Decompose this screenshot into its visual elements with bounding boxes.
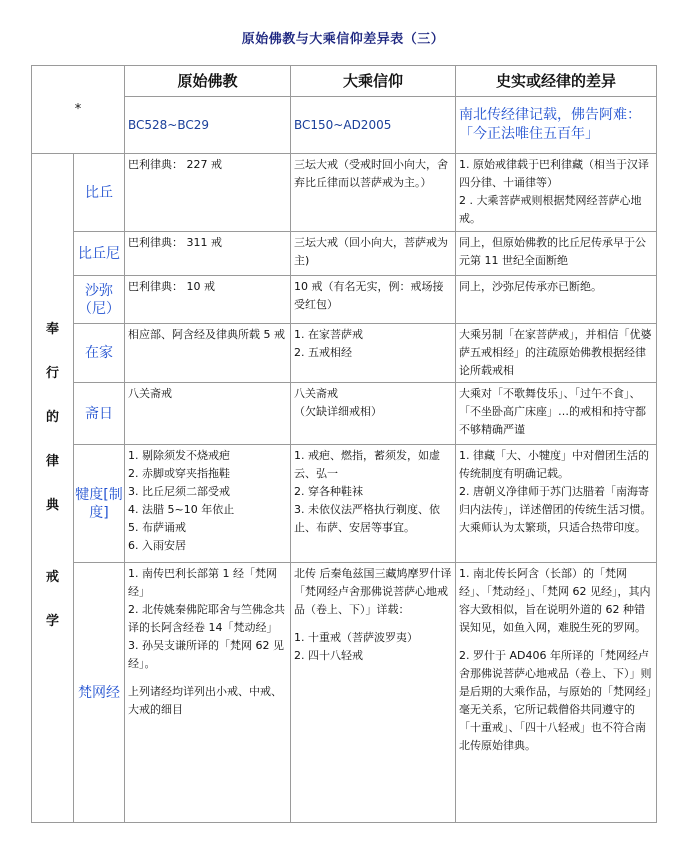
- cell-line: 2. 四十八轻戒: [294, 649, 363, 662]
- table-row: [32, 324, 657, 383]
- original-cell: [125, 276, 291, 324]
- cell-line: 3. 孙吴支谦所译的「梵网 62 见经」。: [128, 639, 284, 670]
- category-label: 在家: [74, 324, 125, 383]
- original-cell: [125, 232, 291, 276]
- cell-line: 大乘对「不歌舞伎乐」、「过午不食」、「不坐卧高广床座」…的戒相和持守都不够精确严谨: [459, 387, 646, 436]
- comparison-table: [31, 65, 657, 823]
- table-row: [32, 154, 657, 232]
- cell-line: 同上，沙弥尼传承亦已断绝。: [459, 280, 602, 293]
- table-row: [32, 563, 657, 823]
- side-label-char: 行: [45, 366, 59, 381]
- difference-cell: [456, 154, 657, 232]
- cell-line: 1. 南传巴利长部第 1 经「梵网经」: [128, 567, 277, 598]
- cell-line: 1. 律藏「大、小犍度」中对僧团生活的传统制度有明确记载。: [459, 449, 649, 480]
- cell-line: 大乘另制「在家菩萨戒」，并相信「优婆萨五戒相经」的注疏原始佛教根据经律论所载戒相: [459, 328, 652, 377]
- cell-line: 巴利律典： 311 戒: [128, 236, 222, 249]
- cell-line: 巴利律典： 227 戒: [128, 158, 222, 171]
- page-title: 原始佛教与大乘信仰差异表（三）: [241, 32, 445, 47]
- side-label-char: 的: [45, 410, 59, 425]
- mahayana-cell: [291, 445, 456, 563]
- cell-line: 八关斋戒: [294, 387, 338, 400]
- difference-cell: [456, 232, 657, 276]
- cell-line: 相应部、阿含经及律典所载 5 戒: [128, 328, 285, 341]
- table-row: [32, 383, 657, 445]
- cell-line: 八关斋戒: [128, 387, 172, 400]
- cell-line: 2. 罗什于 AD406 年所译的「梵网经卢舍那佛说菩萨心地戒品（卷上、下）」则是后期的大乘作品，与原始的「梵网经」毫无关系，它所记载僧俗共同遵守的「十重戒」、「四十八轻戒」也不符合南北传原始律典。: [459, 649, 652, 752]
- category-label: 犍度[制度]: [74, 445, 125, 563]
- mahayana-cell: [291, 276, 456, 324]
- cell-line: 上列诸经均详列出小戒、中戒、大戒的细目: [128, 685, 282, 716]
- category-label: 斋日: [74, 383, 125, 445]
- cell-line: 1. 十重戒（菩萨波罗夷）: [294, 631, 418, 644]
- cell-line: 10 戒（有名无实，例：戒场接受红包）: [294, 280, 444, 311]
- side-label: [32, 154, 74, 823]
- cell-line: 1. 剔除须发不烧戒疤: [128, 449, 230, 462]
- cell-line: [128, 673, 287, 683]
- side-label-char: 奉: [45, 322, 59, 337]
- difference-cell: [456, 383, 657, 445]
- mahayana-cell: [291, 232, 456, 276]
- mahayana-cell: [291, 154, 456, 232]
- category-label: 比丘尼: [74, 232, 125, 276]
- cell-line: [294, 619, 452, 629]
- era-original: BC528~BC29: [125, 97, 291, 154]
- original-cell: [125, 445, 291, 563]
- original-cell: [125, 563, 291, 823]
- cell-line: 2. 穿各种鞋袜: [294, 485, 363, 498]
- cell-line: 3. 比丘尼须二部受戒: [128, 485, 230, 498]
- cell-line: 2. 赤脚或穿夹指拖鞋: [128, 467, 230, 480]
- category-label: 梵网经: [74, 563, 125, 823]
- side-label-char: 律: [45, 454, 59, 469]
- cell-line: 巴利律典： 10 戒: [128, 280, 215, 293]
- cell-line: 2. 五戒相经: [294, 346, 352, 359]
- category-label: 比丘: [74, 154, 125, 232]
- table-row: [32, 276, 657, 324]
- cell-line: 1. 原始戒律载于巴利律藏（相当于汉译四分律、十诵律等）: [459, 158, 649, 189]
- category-label: 沙弥（尼）: [74, 276, 125, 324]
- side-label-char: 典: [45, 498, 59, 513]
- difference-cell: [456, 276, 657, 324]
- cell-line: 6. 入雨安居: [128, 539, 186, 552]
- cell-line: 1. 南北传长阿含（长部）的「梵网经」、「梵动经」、「梵网 62 见经」，其内容大致相似，旨在说明外道的 62 种错误知见，如鱼入网，难脱生死的罗网。: [459, 567, 651, 634]
- era-difference: 南北传经律记载，佛告阿难：「今正法唯住五百年」: [456, 97, 657, 154]
- cell-line: 3. 未依仪法严格执行剃度、依止、布萨、安居等事宜。: [294, 503, 440, 534]
- cell-line: 同上，但原始佛教的比丘尼传承早于公元第 11 世纪全面断绝: [459, 236, 646, 267]
- mahayana-cell: [291, 383, 456, 445]
- cell-line: 1. 戒疤、燃指，蓄须发，如虚云、弘一: [294, 449, 440, 480]
- table-row: [32, 445, 657, 563]
- cell-line: 4. 法腊 5~10 年依止: [128, 503, 235, 516]
- cell-line: [459, 637, 653, 647]
- era-mahayana: BC150~AD2005: [291, 97, 456, 154]
- cell-line: 1. 在家菩萨戒: [294, 328, 363, 341]
- cell-line: （欠缺详细戒相）: [294, 405, 382, 418]
- corner-cell: *: [32, 66, 125, 154]
- cell-line: 5. 布萨诵戒: [128, 521, 186, 534]
- original-cell: [125, 383, 291, 445]
- difference-cell: [456, 324, 657, 383]
- table-row: [32, 232, 657, 276]
- side-label-char: 学: [45, 614, 59, 629]
- header-col-difference: 史实或经律的差异: [456, 66, 657, 97]
- cell-line: 三坛大戒（受戒时回小向大，舍弃比丘律而以菩萨戒为主。）: [294, 158, 448, 189]
- mahayana-cell: [291, 563, 456, 823]
- cell-line: 2 . 大乘菩萨戒则根据梵网经菩萨心地戒。: [459, 194, 642, 225]
- side-label-char: 戒: [45, 570, 59, 585]
- cell-line: 2. 唐朝义净律师于苏门达腊着「南海寄归内法传」，详述僧团的传统生活习惯。大乘师认为太繁琐，只适合热带印度。: [459, 485, 652, 534]
- original-cell: [125, 324, 291, 383]
- header-col-mahayana: 大乘信仰: [291, 66, 456, 97]
- header-col-original: 原始佛教: [125, 66, 291, 97]
- cell-line: 2. 北传姚秦佛陀耶舍与竺佛念共译的长阿含经卷 14「梵动经」: [128, 603, 285, 634]
- cell-line: 北传 后秦龟兹国三藏鸠摩罗什译「梵网经卢舍那佛说菩萨心地戒品（卷上、下）」详载：: [294, 567, 452, 616]
- header-row: [32, 66, 657, 97]
- era-row: [32, 97, 657, 154]
- original-cell: [125, 154, 291, 232]
- cell-line: 三坛大戒（回小向大，菩萨戒为主): [294, 236, 448, 267]
- difference-cell: [456, 445, 657, 563]
- mahayana-cell: [291, 324, 456, 383]
- difference-cell: [456, 563, 657, 823]
